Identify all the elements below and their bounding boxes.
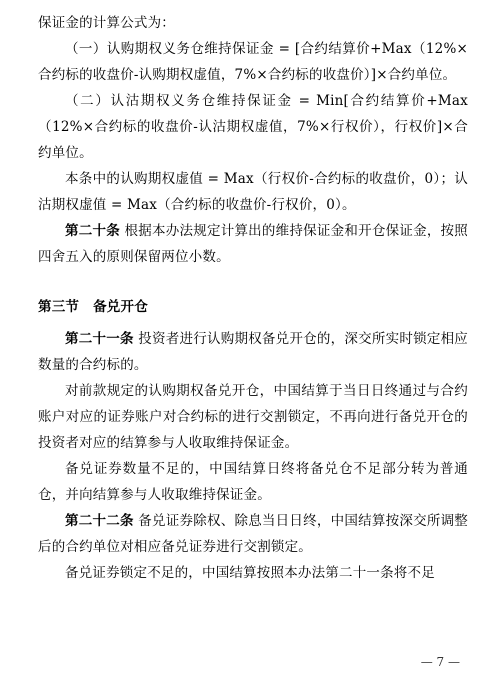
article-21-text: 投资者进行认购期权备兑开仓的，深交所实时锁定相应数量的合约标的。 [38,331,469,373]
section-title: 备兑开仓 [93,299,148,315]
document-body [38,10,468,586]
article-20-text: 根据本办法规定计算出的维持保证金和开仓保证金，按照四舍五入的原则保留两位小数。 [38,223,468,265]
paragraph-insufficient-lock: 备兑证券锁定不足的，中国结算按照本办法第二十一条将不足 [65,565,435,581]
paragraph-covered-call-lock: 对前款规定的认购期权备兑开仓，中国结算于当日日终通过与合约账户对应的证券账户对合约标的进行交割锁定，不再向进行备兑开仓的投资者对应的结算参与人收取维持保证金。 [38,383,468,451]
article-20-label: 第二十条 [65,223,120,239]
article-21-label: 第二十一条 [65,331,134,347]
paragraph-out-of-money-definition: 本条中的认购期权虚值 = Max（行权价-合约标的收盘价，0）；认沽期权虚值 = Max（合约标的收盘价-行权价，0）。 [38,171,468,213]
article-22-label: 第二十二条 [65,513,134,529]
article-22-text: 备兑证券除权、除息当日日终，中国结算按深交所调整后的合约单位对相应备兑证券进行交割锁定。 [38,513,469,555]
section-heading [38,294,468,320]
paragraph-insufficient-covered: 备兑证券数量不足的，中国结算日终将备兑仓不足部分转为普通仓，并向结算参与人收取维持保证金。 [38,461,468,503]
paragraph-put-margin-formula: （二）认沽期权义务仓维持保证金 = Min[合约结算价+Max（12%×合约标的收盘价-认沽期权虚值，7%×行权价），行权价]×合约单位。 [38,93,468,161]
page-number: — 7 — [420,655,460,669]
article-21 [38,326,468,378]
paragraph-formula-intro: 保证金的计算公式为： [38,15,175,31]
section-label: 第三节 [38,299,80,315]
article-20 [38,218,468,270]
paragraph-call-margin-formula: （一）认购期权义务仓维持保证金 = [合约结算价+Max（12%×合约标的收盘价-认购期权虚值，7%×合约标的收盘价）]×合约单位。 [38,41,468,83]
article-22 [38,508,468,560]
